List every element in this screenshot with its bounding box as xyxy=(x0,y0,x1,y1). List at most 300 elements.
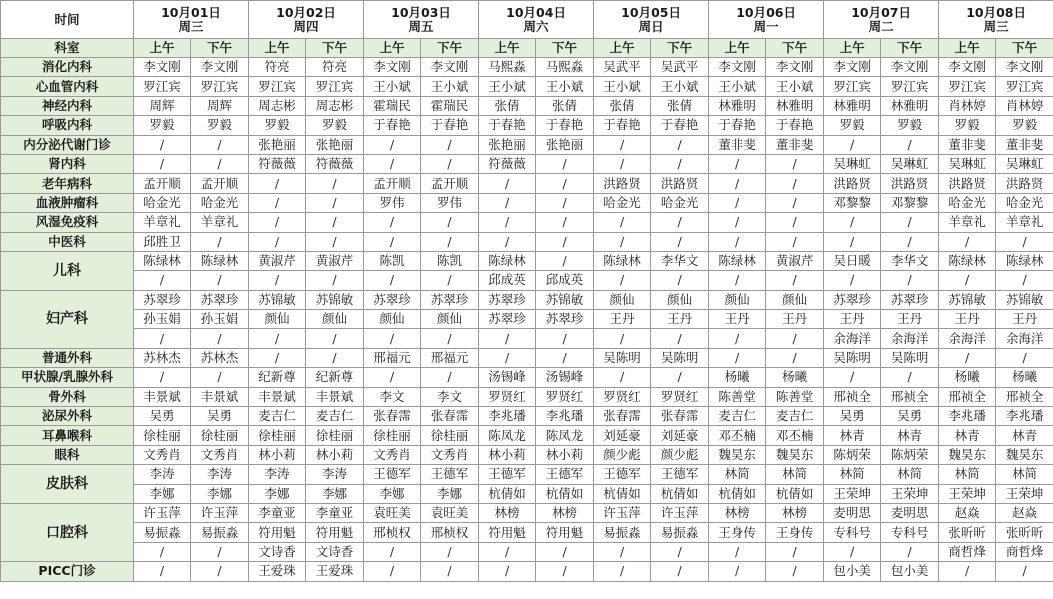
doctor-name: 张春霈 xyxy=(421,407,479,426)
doctor-name: 张春霈 xyxy=(594,407,651,426)
doctor-name: 罗毅 xyxy=(881,116,939,135)
doctor-name: 孟开顺 xyxy=(191,174,249,193)
doctor-name: 林榜 xyxy=(536,503,594,522)
doctor-name: 张艳丽 xyxy=(306,135,364,154)
empty-slot: / xyxy=(364,232,421,251)
doctor-name: 林雅明 xyxy=(881,96,939,115)
doctor-name: 文诗香 xyxy=(306,542,364,561)
doctor-name: 陈绿林 xyxy=(709,251,766,270)
am-header: 上午 xyxy=(134,39,191,58)
empty-slot: / xyxy=(766,348,824,367)
doctor-name: 陈绿林 xyxy=(479,251,536,270)
doctor-name: 魏昊东 xyxy=(709,445,766,464)
date-text: 10月04日 xyxy=(506,4,566,20)
empty-slot: / xyxy=(766,329,824,348)
doctor-name: 颜仙 xyxy=(709,290,766,309)
empty-slot: / xyxy=(536,174,594,193)
empty-slot: / xyxy=(766,193,824,212)
empty-slot: / xyxy=(191,329,249,348)
doctor-name: 王小斌 xyxy=(766,77,824,96)
table-row xyxy=(1,232,1053,251)
doctor-name: 刘延豪 xyxy=(651,426,709,445)
doctor-name: 汤锡峰 xyxy=(536,368,594,387)
doctor-name: 林青 xyxy=(824,426,881,445)
department-name: 妇产科 xyxy=(1,290,134,348)
doctor-name: 邢祯全 xyxy=(824,387,881,406)
doctor-name: 马熙淼 xyxy=(536,58,594,77)
empty-slot: / xyxy=(249,329,306,348)
doctor-name: 王荣坤 xyxy=(996,484,1053,503)
doctor-name: 孟开顺 xyxy=(364,174,421,193)
doctor-name: 林简 xyxy=(881,465,939,484)
empty-slot: / xyxy=(306,348,364,367)
date-text: 10月03日 xyxy=(391,4,451,20)
doctor-name: 林简 xyxy=(824,465,881,484)
doctor-name: 陈绿林 xyxy=(996,251,1053,270)
empty-slot: / xyxy=(421,329,479,348)
doctor-name: 林榜 xyxy=(479,503,536,522)
doctor-name: 李兆璠 xyxy=(939,407,996,426)
empty-slot: / xyxy=(479,213,536,232)
empty-slot: / xyxy=(651,135,709,154)
doctor-name: 洪路贤 xyxy=(594,174,651,193)
department-name: 消化内科 xyxy=(1,58,134,77)
doctor-name: 罗毅 xyxy=(134,116,191,135)
doctor-name: 张昕昕 xyxy=(996,523,1053,542)
am-header: 上午 xyxy=(364,39,421,58)
empty-slot: / xyxy=(364,562,421,581)
table-row xyxy=(1,251,1053,270)
doctor-name: 陈绿林 xyxy=(594,251,651,270)
doctor-name: 麦吉仁 xyxy=(709,407,766,426)
doctor-name: 于春艳 xyxy=(536,116,594,135)
doctor-name: 颜仙 xyxy=(421,310,479,329)
doctor-name: 陈凤龙 xyxy=(479,426,536,445)
table-row xyxy=(1,523,1053,542)
empty-slot: / xyxy=(709,329,766,348)
doctor-name: 杨曦 xyxy=(996,368,1053,387)
table-row xyxy=(1,329,1053,348)
doctor-name: 林简 xyxy=(996,465,1053,484)
empty-slot: / xyxy=(651,154,709,173)
doctor-name: 罗毅 xyxy=(191,116,249,135)
doctor-name: 麦吉仁 xyxy=(306,407,364,426)
doctor-name: 袁旺美 xyxy=(421,503,479,522)
doctor-name: 余海洋 xyxy=(824,329,881,348)
empty-slot: / xyxy=(306,232,364,251)
doctor-name: 林青 xyxy=(939,426,996,445)
empty-slot: / xyxy=(594,154,651,173)
empty-slot: / xyxy=(479,348,536,367)
doctor-name: 马熙淼 xyxy=(479,58,536,77)
doctor-name: 李娜 xyxy=(134,484,191,503)
doctor-name: 麦吉仁 xyxy=(766,407,824,426)
doctor-name: 苏翠珍 xyxy=(881,290,939,309)
department-name: 神经内科 xyxy=(1,96,134,115)
doctor-name: 羊章礼 xyxy=(134,213,191,232)
table-row xyxy=(1,348,1053,367)
doctor-name: 魏昊东 xyxy=(766,445,824,464)
empty-slot: / xyxy=(364,271,421,290)
doctor-name: 邢祯全 xyxy=(881,387,939,406)
empty-slot: / xyxy=(651,329,709,348)
doctor-name: 孟开顺 xyxy=(134,174,191,193)
doctor-name: 杨曦 xyxy=(709,368,766,387)
doctor-name: 王德军 xyxy=(594,465,651,484)
doctor-name: 哈金光 xyxy=(594,193,651,212)
empty-slot: / xyxy=(249,213,306,232)
doctor-name: 肖林婷 xyxy=(996,96,1053,115)
doctor-name: 陈善堂 xyxy=(766,387,824,406)
empty-slot: / xyxy=(594,329,651,348)
empty-slot: / xyxy=(594,542,651,561)
empty-slot: / xyxy=(881,213,939,232)
table-row xyxy=(1,562,1053,581)
doctor-name: 吴勇 xyxy=(881,407,939,426)
table-row xyxy=(1,58,1053,77)
doctor-name: 周志彬 xyxy=(249,96,306,115)
doctor-name: 苏翠珍 xyxy=(191,290,249,309)
doctor-name: 徐桂丽 xyxy=(364,426,421,445)
pm-header: 下午 xyxy=(766,39,824,58)
doctor-name: 苏翠珍 xyxy=(536,310,594,329)
empty-slot: / xyxy=(479,542,536,561)
doctor-name: 苏翠珍 xyxy=(134,290,191,309)
doctor-name: 李娜 xyxy=(364,484,421,503)
empty-slot: / xyxy=(824,368,881,387)
table-row xyxy=(1,96,1053,115)
doctor-name: 林榜 xyxy=(766,503,824,522)
pm-header: 下午 xyxy=(306,39,364,58)
doctor-name: 符用魁 xyxy=(306,523,364,542)
department-name: 骨外科 xyxy=(1,387,134,406)
doctor-name: 罗毅 xyxy=(249,116,306,135)
empty-slot: / xyxy=(939,562,996,581)
doctor-name: 麦吉仁 xyxy=(249,407,306,426)
doctor-name: 于春艳 xyxy=(364,116,421,135)
empty-slot: / xyxy=(709,213,766,232)
doctor-name: 吴陈明 xyxy=(881,348,939,367)
doctor-name: 哈金光 xyxy=(134,193,191,212)
doctor-name: 王小斌 xyxy=(709,77,766,96)
doctor-name: 罗江宾 xyxy=(249,77,306,96)
date-header xyxy=(249,1,364,39)
doctor-name: 哈金光 xyxy=(996,193,1053,212)
doctor-name: 吴琳虹 xyxy=(824,154,881,173)
doctor-name: 吴琳虹 xyxy=(996,154,1053,173)
doctor-name: 陈绿林 xyxy=(191,251,249,270)
empty-slot: / xyxy=(651,213,709,232)
doctor-name: 邱胜卫 xyxy=(134,232,191,251)
doctor-name: 王小斌 xyxy=(364,77,421,96)
date-header xyxy=(824,1,939,39)
doctor-name: 李童亚 xyxy=(306,503,364,522)
doctor-name: 赵焱 xyxy=(939,503,996,522)
empty-slot: / xyxy=(421,562,479,581)
am-header: 上午 xyxy=(479,39,536,58)
empty-slot: / xyxy=(479,174,536,193)
doctor-name: 王德军 xyxy=(479,465,536,484)
table-row xyxy=(1,154,1053,173)
doctor-name: 杨曦 xyxy=(766,368,824,387)
doctor-name: 霍瑞民 xyxy=(421,96,479,115)
doctor-name: 王丹 xyxy=(996,310,1053,329)
doctor-name: 哈金光 xyxy=(651,193,709,212)
date-header xyxy=(709,1,824,39)
doctor-name: 王爱珠 xyxy=(249,562,306,581)
doctor-name: 徐桂丽 xyxy=(421,426,479,445)
empty-slot: / xyxy=(134,562,191,581)
date-text: 10月02日 xyxy=(276,4,336,20)
empty-slot: / xyxy=(364,135,421,154)
date-header xyxy=(594,1,709,39)
doctor-name: 罗江宾 xyxy=(939,77,996,96)
doctor-name: 颜少彪 xyxy=(594,445,651,464)
empty-slot: / xyxy=(709,154,766,173)
doctor-name: 李娜 xyxy=(249,484,306,503)
date-text: 10月01日 xyxy=(161,4,221,20)
empty-slot: / xyxy=(594,135,651,154)
empty-slot: / xyxy=(881,232,939,251)
empty-slot: / xyxy=(766,232,824,251)
doctor-name: 张春霈 xyxy=(364,407,421,426)
doctor-name: 李娜 xyxy=(421,484,479,503)
doctor-name: 吴勇 xyxy=(191,407,249,426)
doctor-name: 张艳丽 xyxy=(479,135,536,154)
doctor-name: 李涛 xyxy=(306,465,364,484)
ampm-header-row xyxy=(1,39,1053,58)
doctor-name: 文秀肖 xyxy=(191,445,249,464)
department-name: 风湿免疫科 xyxy=(1,213,134,232)
doctor-name: 张倩 xyxy=(594,96,651,115)
empty-slot: / xyxy=(939,348,996,367)
department-name: 呼吸内科 xyxy=(1,116,134,135)
doctor-name: 罗贤红 xyxy=(536,387,594,406)
pm-header: 下午 xyxy=(536,39,594,58)
doctor-name: 李文刚 xyxy=(134,58,191,77)
dept-column-header: 科室 xyxy=(1,39,134,58)
doctor-name: 颜仙 xyxy=(651,290,709,309)
department-name: 甲状腺/乳腺外科 xyxy=(1,368,134,387)
doctor-name: 苏翠珍 xyxy=(479,310,536,329)
doctor-name: 罗毅 xyxy=(996,116,1053,135)
doctor-name: 符用魁 xyxy=(479,523,536,542)
doctor-name: 颜少彪 xyxy=(651,445,709,464)
empty-slot: / xyxy=(824,232,881,251)
doctor-name: 于春艳 xyxy=(479,116,536,135)
doctor-name: 林青 xyxy=(881,426,939,445)
doctor-name: 王丹 xyxy=(709,310,766,329)
weekday-text: 周二 xyxy=(868,18,894,34)
department-name: PICC门诊 xyxy=(1,562,134,581)
empty-slot: / xyxy=(134,542,191,561)
doctor-name: 霍瑞民 xyxy=(364,96,421,115)
empty-slot: / xyxy=(191,562,249,581)
doctor-name: 纪新尊 xyxy=(306,368,364,387)
date-header-row xyxy=(1,1,1053,39)
doctor-name: 李华文 xyxy=(651,251,709,270)
empty-slot: / xyxy=(134,154,191,173)
am-header: 上午 xyxy=(249,39,306,58)
empty-slot: / xyxy=(709,542,766,561)
department-name: 普通外科 xyxy=(1,348,134,367)
table-row xyxy=(1,484,1053,503)
empty-slot: / xyxy=(881,368,939,387)
doctor-name: 徐桂丽 xyxy=(306,426,364,445)
department-name: 泌尿外科 xyxy=(1,407,134,426)
doctor-name: 张倩 xyxy=(536,96,594,115)
doctor-name: 林小莉 xyxy=(249,445,306,464)
doctor-name: 肖林婷 xyxy=(939,96,996,115)
weekday-text: 周一 xyxy=(753,18,779,34)
doctor-name: 余海洋 xyxy=(996,329,1053,348)
doctor-name: 许玉萍 xyxy=(191,503,249,522)
weekday-text: 周四 xyxy=(293,18,319,34)
doctor-name: 王爱珠 xyxy=(306,562,364,581)
doctor-name: 林雅明 xyxy=(709,96,766,115)
doctor-name: 李涛 xyxy=(249,465,306,484)
doctor-name: 许玉萍 xyxy=(134,503,191,522)
doctor-name: 张倩 xyxy=(479,96,536,115)
doctor-name: 徐桂丽 xyxy=(249,426,306,445)
empty-slot: / xyxy=(364,329,421,348)
doctor-name: 哈金光 xyxy=(191,193,249,212)
doctor-name: 刘延豪 xyxy=(594,426,651,445)
empty-slot: / xyxy=(536,329,594,348)
doctor-name: 符薇薇 xyxy=(249,154,306,173)
doctor-name: 颜仙 xyxy=(594,290,651,309)
doctor-name: 王荣坤 xyxy=(881,484,939,503)
doctor-name: 邓黎黎 xyxy=(824,193,881,212)
doctor-name: 许玉萍 xyxy=(651,503,709,522)
empty-slot: / xyxy=(249,193,306,212)
doctor-name: 颜仙 xyxy=(249,310,306,329)
doctor-name: 陈凯 xyxy=(364,251,421,270)
doctor-name: 林简 xyxy=(939,465,996,484)
table-row xyxy=(1,77,1053,96)
doctor-name: 文诗香 xyxy=(249,542,306,561)
empty-slot: / xyxy=(594,562,651,581)
department-name: 内分泌代谢门诊 xyxy=(1,135,134,154)
doctor-name: 吴勇 xyxy=(824,407,881,426)
doctor-name: 洪路贤 xyxy=(651,174,709,193)
empty-slot: / xyxy=(536,213,594,232)
empty-slot: / xyxy=(881,271,939,290)
doctor-name: 王丹 xyxy=(594,310,651,329)
empty-slot: / xyxy=(134,368,191,387)
date-header xyxy=(479,1,594,39)
empty-slot: / xyxy=(191,154,249,173)
doctor-name: 羊章礼 xyxy=(996,213,1053,232)
pm-header: 下午 xyxy=(191,39,249,58)
doctor-name: 符用魁 xyxy=(249,523,306,542)
doctor-name: 王小斌 xyxy=(651,77,709,96)
empty-slot: / xyxy=(536,232,594,251)
doctor-name: 林小莉 xyxy=(306,445,364,464)
doctor-name: 邱成英 xyxy=(479,271,536,290)
doctor-name: 商哲烽 xyxy=(996,542,1053,561)
empty-slot: / xyxy=(651,542,709,561)
doctor-name: 陈善堂 xyxy=(709,387,766,406)
doctor-name: 吴武平 xyxy=(594,58,651,77)
doctor-name: 易振淼 xyxy=(191,523,249,542)
empty-slot: / xyxy=(651,271,709,290)
doctor-name: 符亮 xyxy=(249,58,306,77)
doctor-name: 王德军 xyxy=(421,465,479,484)
doctor-name: 黄淑芹 xyxy=(249,251,306,270)
empty-slot: / xyxy=(249,232,306,251)
table-row xyxy=(1,542,1053,561)
time-label: 时间 xyxy=(1,1,134,39)
doctor-name: 林榜 xyxy=(709,503,766,522)
table-row xyxy=(1,310,1053,329)
doctor-name: 李文 xyxy=(364,387,421,406)
weekday-text: 周六 xyxy=(523,18,549,34)
department-name: 血液肿瘤科 xyxy=(1,193,134,212)
empty-slot: / xyxy=(594,213,651,232)
doctor-name: 罗江宾 xyxy=(996,77,1053,96)
doctor-name: 杭倩如 xyxy=(651,484,709,503)
empty-slot: / xyxy=(594,271,651,290)
doctor-name: 罗毅 xyxy=(306,116,364,135)
doctor-name: 王德军 xyxy=(651,465,709,484)
doctor-name: 魏昊东 xyxy=(939,445,996,464)
weekday-text: 周三 xyxy=(983,18,1009,34)
doctor-name: 邢祯全 xyxy=(939,387,996,406)
empty-slot: / xyxy=(536,348,594,367)
doctor-name: 孙玉娟 xyxy=(191,310,249,329)
empty-slot: / xyxy=(536,193,594,212)
doctor-name: 王丹 xyxy=(881,310,939,329)
doctor-name: 于春艳 xyxy=(651,116,709,135)
date-header xyxy=(939,1,1053,39)
empty-slot: / xyxy=(364,368,421,387)
doctor-name: 李文刚 xyxy=(939,58,996,77)
doctor-name: 洪路贤 xyxy=(996,174,1053,193)
doctor-name: 李涛 xyxy=(134,465,191,484)
doctor-name: 吴陈明 xyxy=(651,348,709,367)
doctor-name: 商哲烽 xyxy=(939,542,996,561)
doctor-name: 陈凤龙 xyxy=(536,426,594,445)
doctor-name: 林青 xyxy=(996,426,1053,445)
empty-slot: / xyxy=(766,562,824,581)
doctor-name: 许玉萍 xyxy=(594,503,651,522)
doctor-name: 颜仙 xyxy=(306,310,364,329)
doctor-name: 罗江宾 xyxy=(191,77,249,96)
empty-slot: / xyxy=(996,271,1053,290)
table-row xyxy=(1,465,1053,484)
empty-slot: / xyxy=(134,271,191,290)
doctor-name: 林小莉 xyxy=(536,445,594,464)
doctor-name: 王小斌 xyxy=(479,77,536,96)
doctor-name: 罗贤红 xyxy=(594,387,651,406)
doctor-name: 吴陈明 xyxy=(824,348,881,367)
empty-slot: / xyxy=(306,213,364,232)
doctor-name: 余海洋 xyxy=(881,329,939,348)
doctor-name: 吴陈明 xyxy=(594,348,651,367)
table-row xyxy=(1,387,1053,406)
doctor-name: 羊章礼 xyxy=(191,213,249,232)
department-name: 皮肤科 xyxy=(1,465,134,504)
doctor-name: 邢桢权 xyxy=(421,523,479,542)
doctor-name: 苏锦敏 xyxy=(996,290,1053,309)
department-name: 老年病科 xyxy=(1,174,134,193)
doctor-name: 符亮 xyxy=(306,58,364,77)
empty-slot: / xyxy=(479,193,536,212)
empty-slot: / xyxy=(996,562,1053,581)
department-name: 口腔科 xyxy=(1,503,134,561)
doctor-name: 丰景斌 xyxy=(306,387,364,406)
